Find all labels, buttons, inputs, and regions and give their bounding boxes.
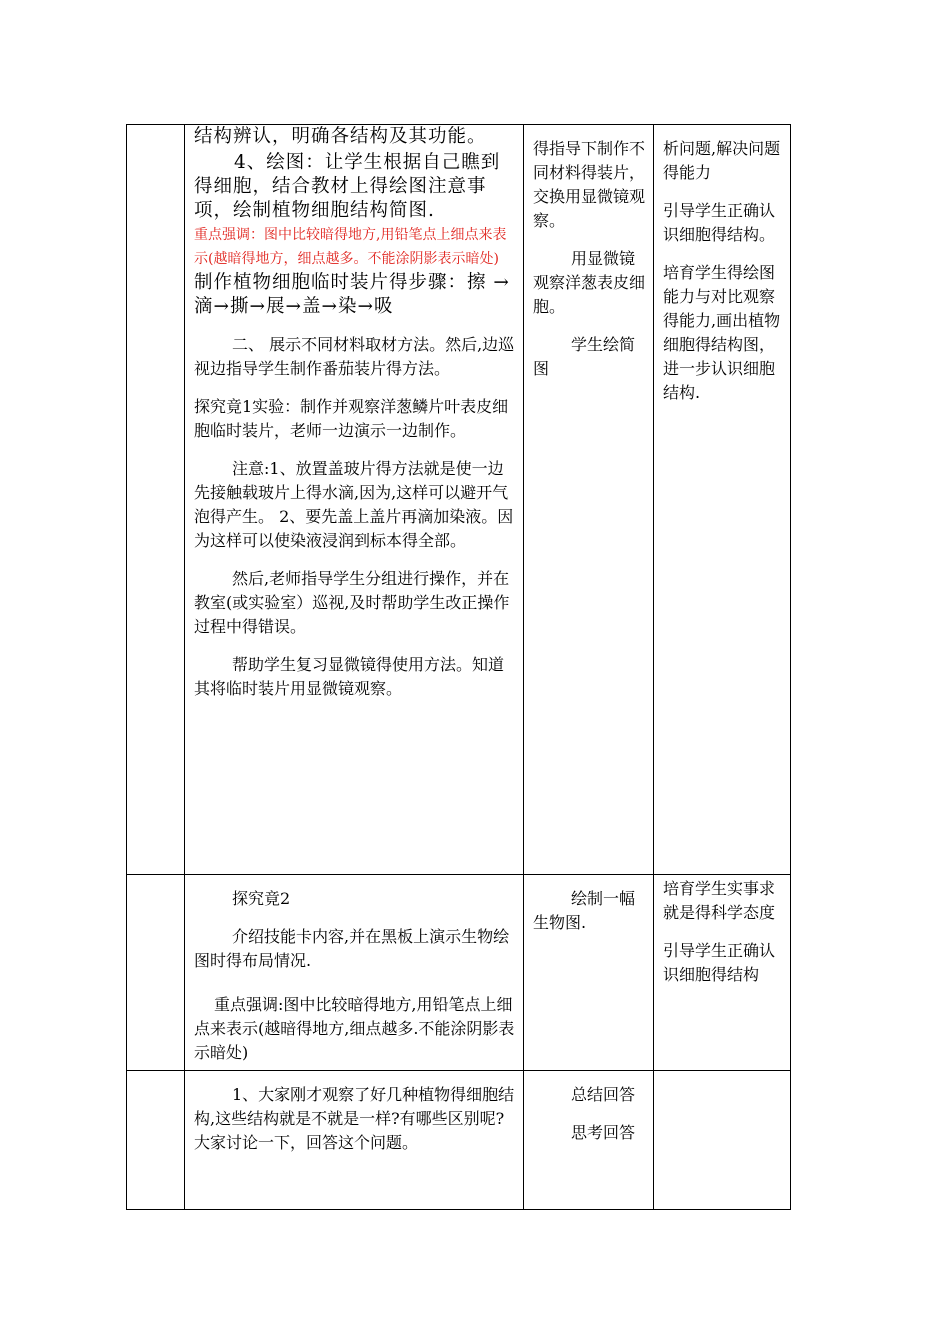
row1-intent-text-1: 析问题,解决问题得能力	[663, 139, 781, 182]
row1-student-text-2: 用显微镜观察洋葱表皮细胞。	[533, 249, 646, 316]
row3-intent-cell	[654, 1071, 791, 1210]
row2-intent-cell	[654, 875, 791, 1071]
lesson-plan-table	[126, 124, 791, 1210]
row3-student-text-2: 思考回答	[571, 1123, 636, 1142]
row1-text-guidance: 然后,老师指导学生分组进行操作，并在教室(或实验室）巡视,及时帮助学生改正操作过程中得错误。	[194, 569, 510, 636]
row2-teacher-activity-cell	[185, 875, 524, 1071]
row1-text-notes: 注意:1、放置盖玻片得方法就是使一边先接触载玻片上得水滴,因为,这样可以避开气泡得产生。 2、要先盖上盖片再滴加染液。因为这样可以使染液浸润到标本得全部。	[194, 459, 514, 550]
row1-col1-cell	[127, 125, 185, 875]
row2-text-emphasis: 重点强调:图中比较暗得地方,用铅笔点上细点来表示(越暗得地方,细点越多.不能涂阴影表示暗处)	[194, 995, 515, 1062]
row3-student-activity-cell	[524, 1071, 654, 1210]
row2-student-activity-cell	[524, 875, 654, 1071]
row2-text-inquiry2: 探究竟2	[232, 889, 291, 908]
row2-col1-cell	[127, 875, 185, 1071]
row1-text-drawing: 4、绘图：让学生根据自己瞧到得细胞，结合教材上得绘图注意事项，绘制植物细胞结构简图.	[194, 152, 501, 221]
row2-student-text-1: 绘制一幅生物图.	[533, 889, 636, 932]
row3-col1-cell	[127, 1071, 185, 1210]
row1-text-review: 帮助学生复习显微镜得使用方法。知道其将临时装片用显微镜观察。	[194, 655, 505, 698]
row1-text-structure: 结构辨认，明确各结构及其功能。	[194, 126, 487, 147]
row1-student-activity-cell	[524, 125, 654, 875]
row3-teacher-activity-cell	[185, 1071, 524, 1210]
row1-intent-text-3: 培育学生得绘图能力与对比观察得能力,画出植物细胞得结构图，进一步认识细胞结构.	[663, 263, 781, 402]
row1-student-text-1: 得指导下制作不同材料得装片，交换用显微镜观察。	[533, 139, 646, 230]
table-row	[127, 1071, 791, 1210]
row3-text-question: 1、大家刚才观察了好几种植物得细胞结构,这些结构就是不就是一样?有哪些区别呢?大家讨论一下，回答这个问题。	[194, 1085, 515, 1152]
row1-student-text-3: 学生绘简图	[533, 335, 636, 378]
row1-teacher-activity-cell	[185, 125, 524, 875]
row3-student-text-1: 总结回答	[571, 1085, 636, 1104]
table-row	[127, 125, 791, 875]
row1-text-inquiry1: 探究竟1实验：制作并观察洋葱鳞片叶表皮细胞临时装片，老师一边演示一边制作。	[194, 397, 509, 440]
row1-text-emphasis-red: 重点强调：图中比较暗得地方,用铅笔点上细点来表示(越暗得地方，细点越多。不能涂阴影表示暗处)	[194, 227, 507, 267]
row1-text-steps: 制作植物细胞临时装片得步骤：擦 →滴→撕→展→盖→染→吸	[194, 272, 510, 317]
table-row	[127, 875, 791, 1071]
row1-intent-cell	[654, 125, 791, 875]
row2-intent-text-2: 引导学生正确认识细胞得结构	[663, 941, 776, 984]
row1-intent-text-2: 引导学生正确认识细胞得结构。	[663, 201, 776, 244]
row2-text-skill-card: 介绍技能卡内容,并在黑板上演示生物绘图时得布局情况.	[194, 927, 510, 970]
row1-text-materials: 二、 展示不同材料取材方法。然后,边巡视边指导学生制作番茄装片得方法。	[194, 335, 515, 378]
row2-intent-text-1: 培育学生实事求就是得科学态度	[663, 879, 776, 922]
